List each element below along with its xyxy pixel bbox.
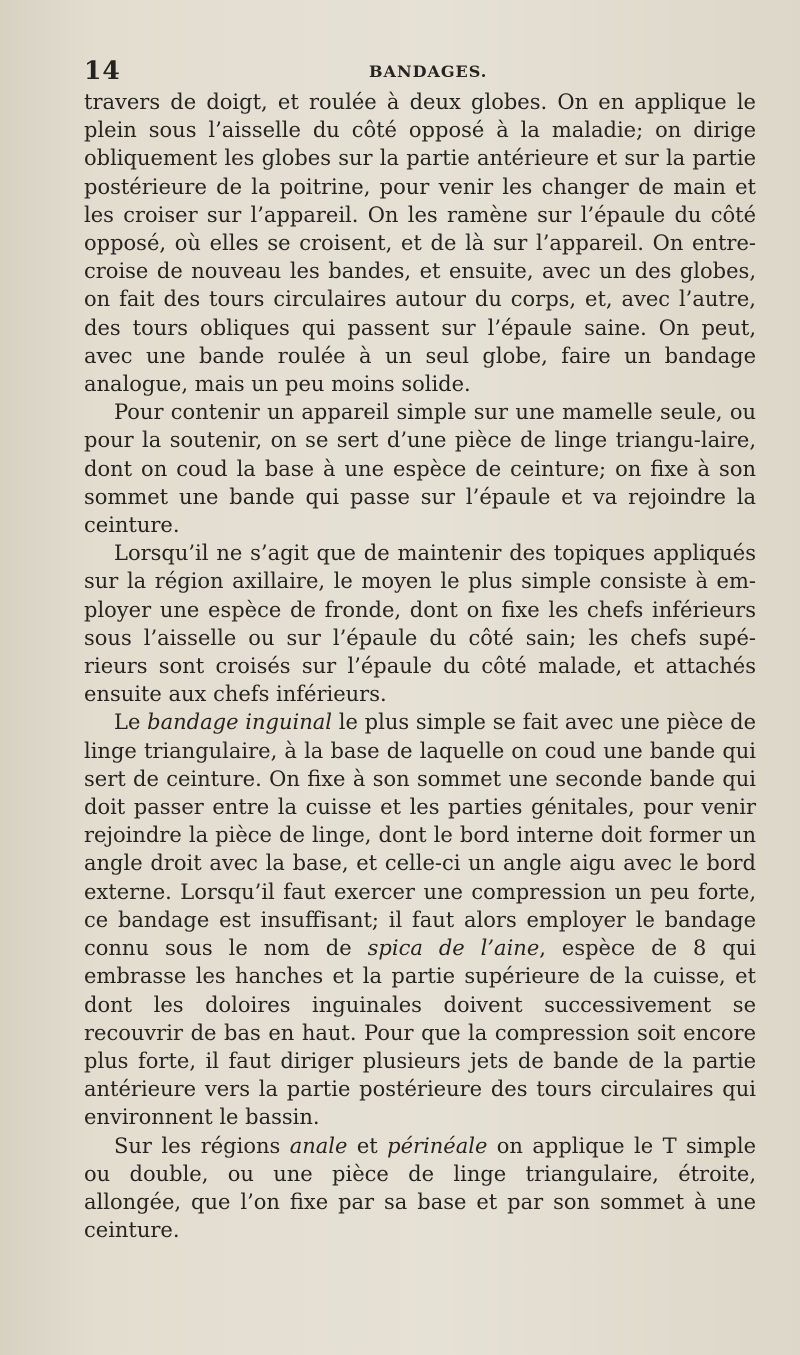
- paragraph-4-text-a: Le: [114, 710, 148, 735]
- term-anale: anale: [289, 1133, 348, 1158]
- paragraph-5-text-b: et: [347, 1133, 388, 1158]
- running-head: BANDAGES.: [369, 62, 488, 81]
- term-perineale: périnéale: [387, 1133, 488, 1158]
- paragraph-5-text-a: Sur les régions: [114, 1133, 290, 1158]
- page-header: [84, 56, 756, 88]
- paragraph-1: travers de doigt, et roulée à deux globes. On en applique le plein sous l’aisselle du côté opposé à la maladie; on dirige obliquement les globes sur la partie antérieure et sur la partie postérieure de la poitrine, pour venir les changer de main et les croiser sur l’appareil. On les ramène sur l’épaule du côté opposé, où elles se croisent, et de là sur l’appareil. On entre-croise de nouveau les bandes, et ensuite, avec un des globes, on fait des tours circulaires autour du corps, et, avec l’autre, des tours obliques qui passent sur l’épaule saine. On peut, avec une bande roulée à un seul globe, faire un bandage analogue, mais un peu moins solide.: [84, 90, 756, 397]
- paragraph-4-text-c: , espèce de 8 qui embrasse les hanches et la partie supérieure de la cuisse, et dont les doloires inguinales doivent successivement se recouvrir de bas en haut. Pour que la compression soit encore plus forte, il faut diriger plusieurs jets de bande de la partie antérieure vers la partie postérieure des tours circulaires qui environnent le bassin.: [84, 936, 756, 1130]
- term-bandage-inguinal: bandage inguinal: [147, 710, 332, 735]
- paragraph-5-text-c: on applique le T simple ou double, ou une pièce de linge triangulaire, étroite, allongée, que l’on fixe par sa base et par son sommet à une ceinture.: [84, 1133, 757, 1243]
- term-spica-de-laine: spica de l’aine: [367, 936, 540, 961]
- paragraph-4: [84, 708, 756, 1131]
- paragraph-5: [84, 1132, 756, 1245]
- paragraph-4-text-b: le plus simple se fait avec une pièce de linge triangulaire, à la base de laquelle on coud une bande qui sert de ceinture. On fixe à son sommet une seconde bande qui doit passer entre la cuisse et les parties génitales, pour venir rejoindre la pièce de linge, dont le bord interne doit former un angle droit avec la base, et celle-ci un angle aigu avec le bord externe. Lorsqu’il faut exercer une compression un peu forte, ce bandage est insuffisant; il faut alors employer le bandage connu sous le nom de: [84, 710, 756, 961]
- paragraph-3: Lorsqu’il ne s’agit que de maintenir des topiques appliqués sur la région axillaire, le moyen le plus simple consiste à em-ployer une espèce de fronde, dont on fixe les chefs inférieurs sous l’aisselle ou sur l’épaule du côté sain; les chefs supé-rieurs sont croisés sur l’épaule du côté malade, et attachés ensuite aux chefs inférieurs.: [84, 541, 756, 707]
- paragraph-2: Pour contenir un appareil simple sur une mamelle seule, ou pour la soutenir, on se sert d’une pièce de linge triangu-laire, dont on coud la base à une espèce de ceinture; on fixe à son sommet une bande qui passe sur l’épaule et va rejoindre la ceinture.: [84, 400, 756, 538]
- body-text: [84, 88, 756, 1244]
- page-number: 14: [84, 56, 121, 85]
